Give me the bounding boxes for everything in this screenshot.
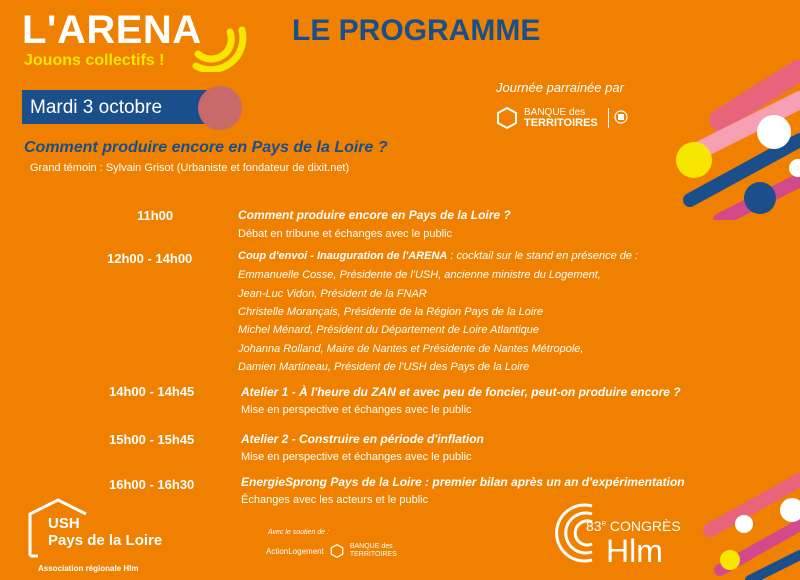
congres-word: CONGRÈS: [609, 518, 681, 534]
ush-line1: USH: [48, 515, 80, 532]
ush-name: [48, 515, 162, 549]
schedule-title: Atelier 1 - À l'heure du ZAN et avec peu de foncier, peut-on produire encore ?: [241, 385, 681, 399]
ush-line2: Pays de la Loire: [48, 532, 163, 549]
congres-hlm-logo: [546, 496, 696, 570]
guest-line: Jean-Luc Vidon, Président de la FNAR: [238, 288, 427, 300]
schedule-desc: Échanges avec les acteurs et le public: [241, 494, 429, 506]
witness-line: Grand témoin : Sylvain Grisot (Urbaniste et fondateur de dixit.net): [30, 162, 350, 174]
congres-hlm: Hlm: [606, 533, 663, 569]
schedule-desc: Mise en perspective et échanges avec le public: [241, 404, 472, 416]
bdt-line2: TERRITOIRES: [349, 551, 397, 558]
page-title: LE PROGRAMME: [292, 14, 541, 47]
topic-title: Comment produire encore en Pays de la Loire ?: [24, 139, 388, 156]
schedule-title-suffix: : cocktail sur le stand en présence de :: [447, 250, 639, 262]
support-logos: [266, 543, 397, 559]
schedule-desc: Mise en perspective et échanges avec le public: [241, 451, 472, 463]
schedule-title: EnergieSprong Pays de la Loire : premier bilan après un an d'expérimentation: [241, 475, 685, 489]
bdt-line1: BANQUE des: [349, 543, 393, 550]
schedule-time: 14h00 - 14h45: [109, 384, 195, 399]
date-banner: [22, 86, 246, 130]
arena-arcs-icon: [190, 12, 250, 72]
hexagon-icon: [330, 543, 344, 559]
hexagon-icon: [496, 106, 518, 130]
schedule-title-bold: Coup d'envoi - Inauguration de l'ARENA: [238, 250, 448, 262]
ush-subtitle: Association régionale Hlm: [38, 564, 139, 573]
schedule-time: 11h00: [137, 208, 174, 223]
action-logement-logo: ActionLogement: [266, 546, 324, 556]
arena-logo-title: L'ARENA: [22, 8, 202, 52]
banque-territoires-small-logo: [350, 543, 397, 559]
guest-line: Michel Ménard, Président du Département de Loire Atlantique: [238, 324, 540, 336]
guest-line: Johanna Rolland, Maire de Nantes et Présidente de Nantes Métropole,: [238, 343, 584, 355]
schedule-time: 15h00 - 15h45: [109, 432, 195, 447]
sponsor-logo-line1: BANQUE des: [524, 107, 586, 118]
schedule-title: [238, 250, 638, 262]
date-banner-circle: [198, 86, 242, 130]
guest-line: Christelle Morançais, Présidente de la Région Pays de la Loire: [238, 306, 544, 318]
guest-line: Emmanuelle Cosse, Présidente de l'USH, ancienne ministre du Logement,: [238, 269, 601, 281]
congres-sup: e: [601, 518, 607, 528]
arena-logo-subtitle: Jouons collectifs !: [24, 52, 165, 69]
support-label: Avec le soutien de :: [268, 529, 329, 536]
schedule-title: Atelier 2 - Construire en période d'inflation: [241, 432, 484, 446]
caisse-depots-icon: [608, 108, 630, 128]
sponsor-logo-line2: TERRITOIRES: [524, 117, 598, 129]
decorative-shapes-bottom: [700, 470, 800, 580]
sponsor-label: Journée parrainée par: [496, 80, 624, 95]
ush-logo: [24, 496, 163, 580]
guest-line: Damien Martineau, Président de l'USH des Pays de la Loire: [238, 361, 530, 373]
banque-territoires-logo: [496, 106, 630, 130]
congres-number: 83: [586, 518, 602, 534]
schedule-desc: Débat en tribune et échanges avec le public: [238, 228, 453, 240]
schedule-title: Comment produire encore en Pays de la Loire ?: [238, 208, 511, 222]
congres-title: [586, 518, 681, 534]
decorative-shapes: [660, 60, 800, 220]
schedule-time: 12h00 - 14h00: [107, 251, 193, 266]
schedule-time: 16h00 - 16h30: [109, 477, 195, 492]
date-label: Mardi 3 octobre: [30, 97, 163, 118]
